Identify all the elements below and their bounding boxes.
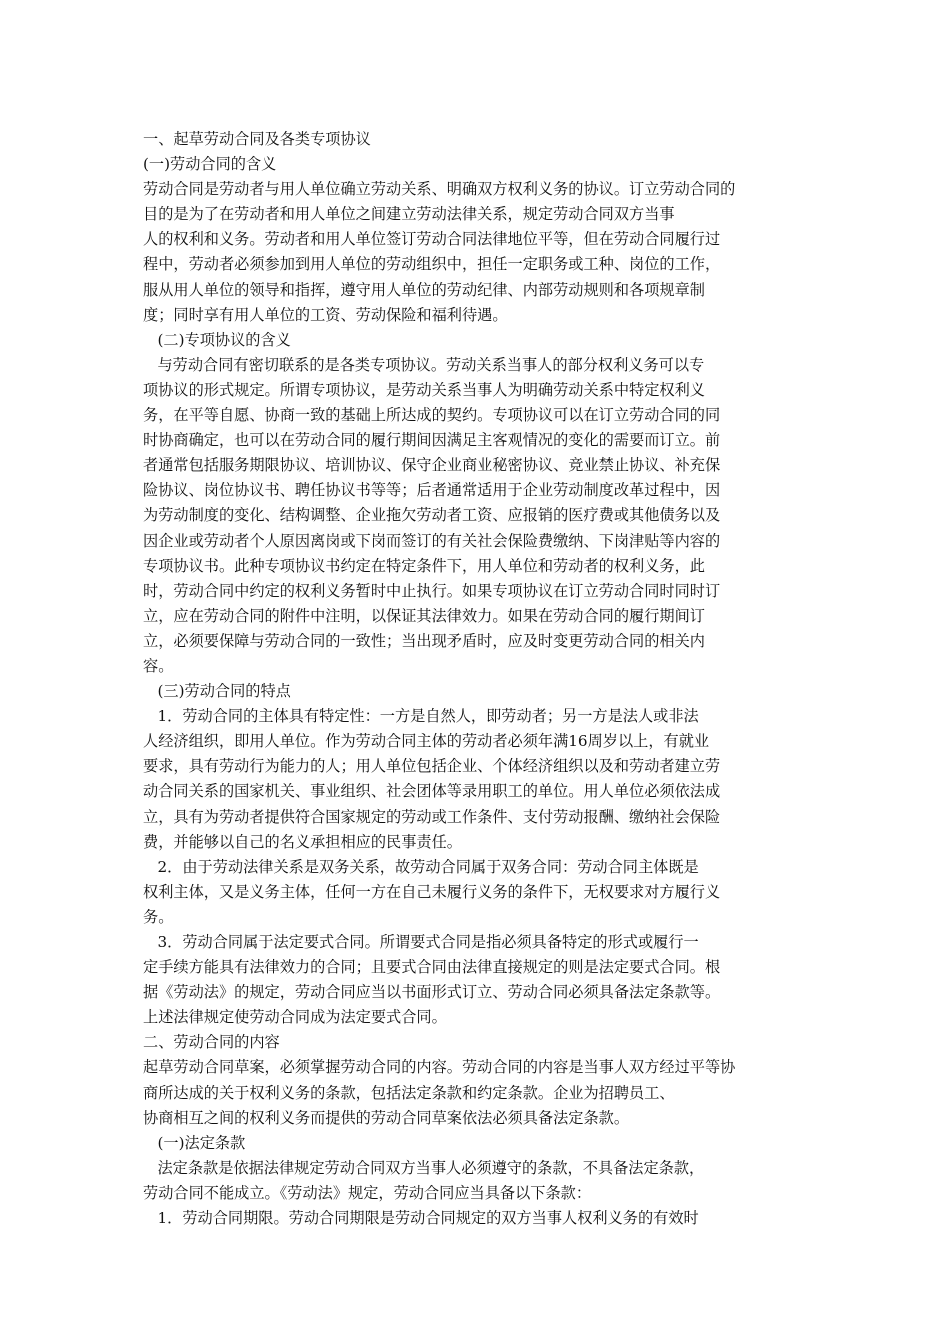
paragraph-line: 费，并能够以自己的名义承担相应的民事责任。 (143, 832, 462, 851)
subsection-heading: (三)劳动合同的特点 (143, 682, 291, 701)
paragraph-line: 起草劳动合同草案，必须掌握劳动合同的内容。劳动合同的内容是当事人双方经过平等协 (143, 1058, 736, 1077)
paragraph-line: 动合同关系的国家机关、事业组织、社会团体等录用职工的单位。用人单位必须依法成 (143, 782, 721, 801)
subsection-heading: (一)劳动合同的含义 (143, 155, 277, 174)
paragraph-line: 立，应在劳动合同的附件中注明，以保证其法律效力。如果在劳动合同的履行期间订 (143, 606, 705, 625)
paragraph-line: 立，必须要保障与劳动合同的一致性；当出现矛盾时，应及时变更劳动合同的相关内 (143, 631, 705, 650)
paragraph-line: 务，在平等自愿、协商一致的基础上所达成的契约。专项协议可以在订立劳动合同的同 (143, 406, 721, 425)
paragraph-line: 与劳动合同有密切联系的是各类专项协议。劳动关系当事人的部分权利义务可以专 (143, 355, 705, 374)
paragraph-line: 劳动合同是劳动者与用人单位确立劳动关系、明确双方权利义务的协议。订立劳动合同的 (143, 180, 736, 199)
subsection-heading: (一)法定条款 (143, 1133, 246, 1152)
paragraph-line: 度；同时享有用人单位的工资、劳动保险和福利待遇。 (143, 305, 508, 324)
paragraph-line: 2．由于劳动法律关系是双务关系，故劳动合同属于双务合同：劳动合同主体既是 (143, 857, 699, 876)
paragraph-line: 专项协议书。此种专项协议书约定在特定条件下，用人单位和劳动者的权利义务，此 (143, 556, 705, 575)
paragraph-line: 据《劳动法》的规定，劳动合同应当以书面形式订立、劳动合同必须具备法定条款等。 (143, 983, 721, 1002)
paragraph-line: 商所达成的关于权利义务的条款，包括法定条款和约定条款。企业为招聘员工、 (143, 1083, 675, 1102)
paragraph-line: 项协议的形式规定。所谓专项协议，是劳动关系当事人为明确劳动关系中特定权利义 (143, 380, 705, 399)
paragraph-line: 服从用人单位的领导和指挥，遵守用人单位的劳动纪律、内部劳动规则和各项规章制 (143, 280, 705, 299)
paragraph-line: 法定条款是依据法律规定劳动合同双方当事人必须遵守的条款，不具备法定条款， (143, 1158, 705, 1177)
section-heading: 二、劳动合同的内容 (143, 1033, 280, 1052)
document-body (143, 127, 823, 1231)
paragraph-line: 人经济组织，即用人单位。作为劳动合同主体的劳动者必须年满16周岁以上，有就业 (143, 732, 710, 751)
section-heading: 一、起草劳动合同及各类专项协议 (143, 130, 371, 148)
paragraph-line: 者通常包括服务期限协议、培训协议、保守企业商业秘密协议、竞业禁止协议、补充保 (143, 456, 721, 475)
subsection-heading: (二)专项协议的含义 (143, 330, 291, 349)
paragraph-line: 目的是为了在劳动者和用人单位之间建立劳动法律关系，规定劳动合同双方当事 (143, 205, 675, 224)
paragraph-line: 3．劳动合同属于法定要式合同。所谓要式合同是指必须具备特定的形式或履行一 (143, 933, 699, 951)
paragraph-line: 务。 (143, 907, 174, 926)
paragraph-line: 劳动合同不能成立。《劳动法》规定，劳动合同应当具备以下条款： (143, 1183, 592, 1202)
paragraph-line: 为劳动制度的变化、结构调整、企业拖欠劳动者工资、应报销的医疗费或其他债务以及 (143, 506, 721, 525)
paragraph-line: 程中，劳动者必须参加到用人单位的劳动组织中，担任一定职务或工种、岗位的工作， (143, 255, 721, 274)
paragraph-line: 险协议、岗位协议书、聘任协议书等等；后者通常适用于企业劳动制度改革过程中，因 (143, 481, 721, 500)
paragraph-line: 定手续方能具有法律效力的合同；且要式合同由法律直接规定的则是法定要式合同。根 (143, 958, 721, 977)
paragraph-line: 立，具有为劳动者提供符合国家规定的劳动或工作条件、支付劳动报酬、缴纳社会保险 (143, 807, 721, 826)
paragraph-line: 容。 (143, 656, 174, 675)
paragraph-line: 协商相互之间的权利义务而提供的劳动合同草案依法必须具备法定条款。 (143, 1108, 629, 1127)
paragraph-line: 人的权利和义务。劳动者和用人单位签订劳动合同法律地位平等，但在劳动合同履行过 (143, 230, 721, 249)
paragraph-line: 要求，具有劳动行为能力的人；用人单位包括企业、个体经济组织以及和劳动者建立劳 (143, 757, 721, 776)
paragraph-line: 上述法律规定使劳动合同成为法定要式合同。 (143, 1008, 447, 1027)
paragraph-line: 因企业或劳动者个人原因离岗或下岗而签订的有关社会保险费缴纳、下岗津贴等内容的 (143, 531, 721, 550)
paragraph-line: 1．劳动合同期限。劳动合同期限是劳动合同规定的双方当事人权利义务的有效时 (143, 1209, 699, 1228)
paragraph-line: 1．劳动合同的主体具有特定性：一方是自然人，即劳动者；另一方是法人或非法 (143, 707, 699, 726)
paragraph-line: 时，劳动合同中约定的权利义务暂时中止执行。如果专项协议在订立劳动合同时同时订 (143, 581, 721, 600)
paragraph-line: 权利主体，又是义务主体，任何一方在自己未履行义务的条件下，无权要求对方履行义 (143, 882, 721, 901)
paragraph-line: 时协商确定，也可以在劳动合同的履行期间因满足主客观情况的变化的需要而订立。前 (143, 431, 721, 450)
